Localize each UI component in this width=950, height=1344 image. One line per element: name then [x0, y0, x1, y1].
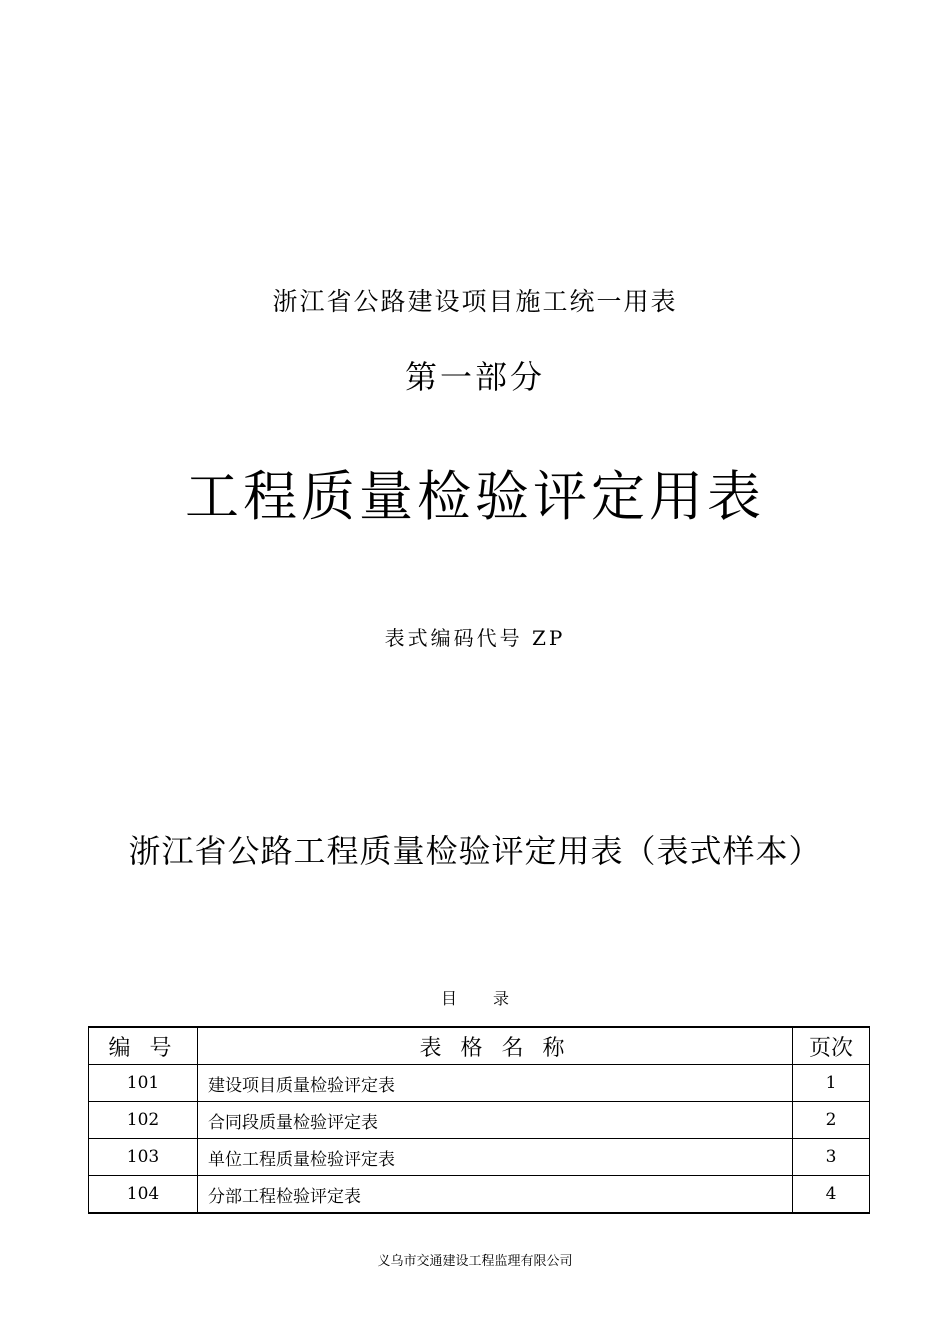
row-number: 104: [89, 1176, 198, 1214]
row-number: 101: [89, 1065, 198, 1102]
row-form-name: 分部工程检验评定表: [198, 1176, 793, 1214]
row-form-name: 单位工程质量检验评定表: [198, 1139, 793, 1176]
header-number: 编 号: [89, 1027, 198, 1065]
toc-heading-char-1: 目: [440, 989, 457, 1008]
footer-company: 义乌市交通建设工程监理有限公司: [377, 1254, 573, 1269]
table-row: [89, 1065, 870, 1102]
part-title: 第一部分: [404, 358, 545, 396]
row-form-name: 建设项目质量检验评定表: [198, 1065, 793, 1102]
toc-heading-char-2: 录: [493, 989, 510, 1008]
row-page: 4: [793, 1176, 870, 1214]
main-title: 工程质量检验评定用表: [185, 465, 765, 528]
row-page: 2: [793, 1102, 870, 1139]
table-row: [89, 1139, 870, 1176]
table-row: [89, 1102, 870, 1139]
row-number: 102: [89, 1102, 198, 1139]
form-code-line: 表式编码代号 ZP: [384, 626, 566, 650]
sample-title: 浙江省公路工程质量检验评定用表（表式样本）: [128, 832, 822, 870]
document-header-title: 浙江省公路建设项目施工统一用表: [272, 287, 678, 316]
row-number: 103: [89, 1139, 198, 1176]
row-page: 3: [793, 1139, 870, 1176]
row-page: 1: [793, 1065, 870, 1102]
toc-heading: [0, 986, 950, 1009]
toc-header-row: [89, 1027, 870, 1065]
toc-table: [88, 1026, 870, 1214]
row-form-name: 合同段质量检验评定表: [198, 1102, 793, 1139]
header-page: 页次: [793, 1027, 870, 1065]
header-form-name: 表 格 名 称: [198, 1027, 793, 1065]
table-row: [89, 1176, 870, 1214]
